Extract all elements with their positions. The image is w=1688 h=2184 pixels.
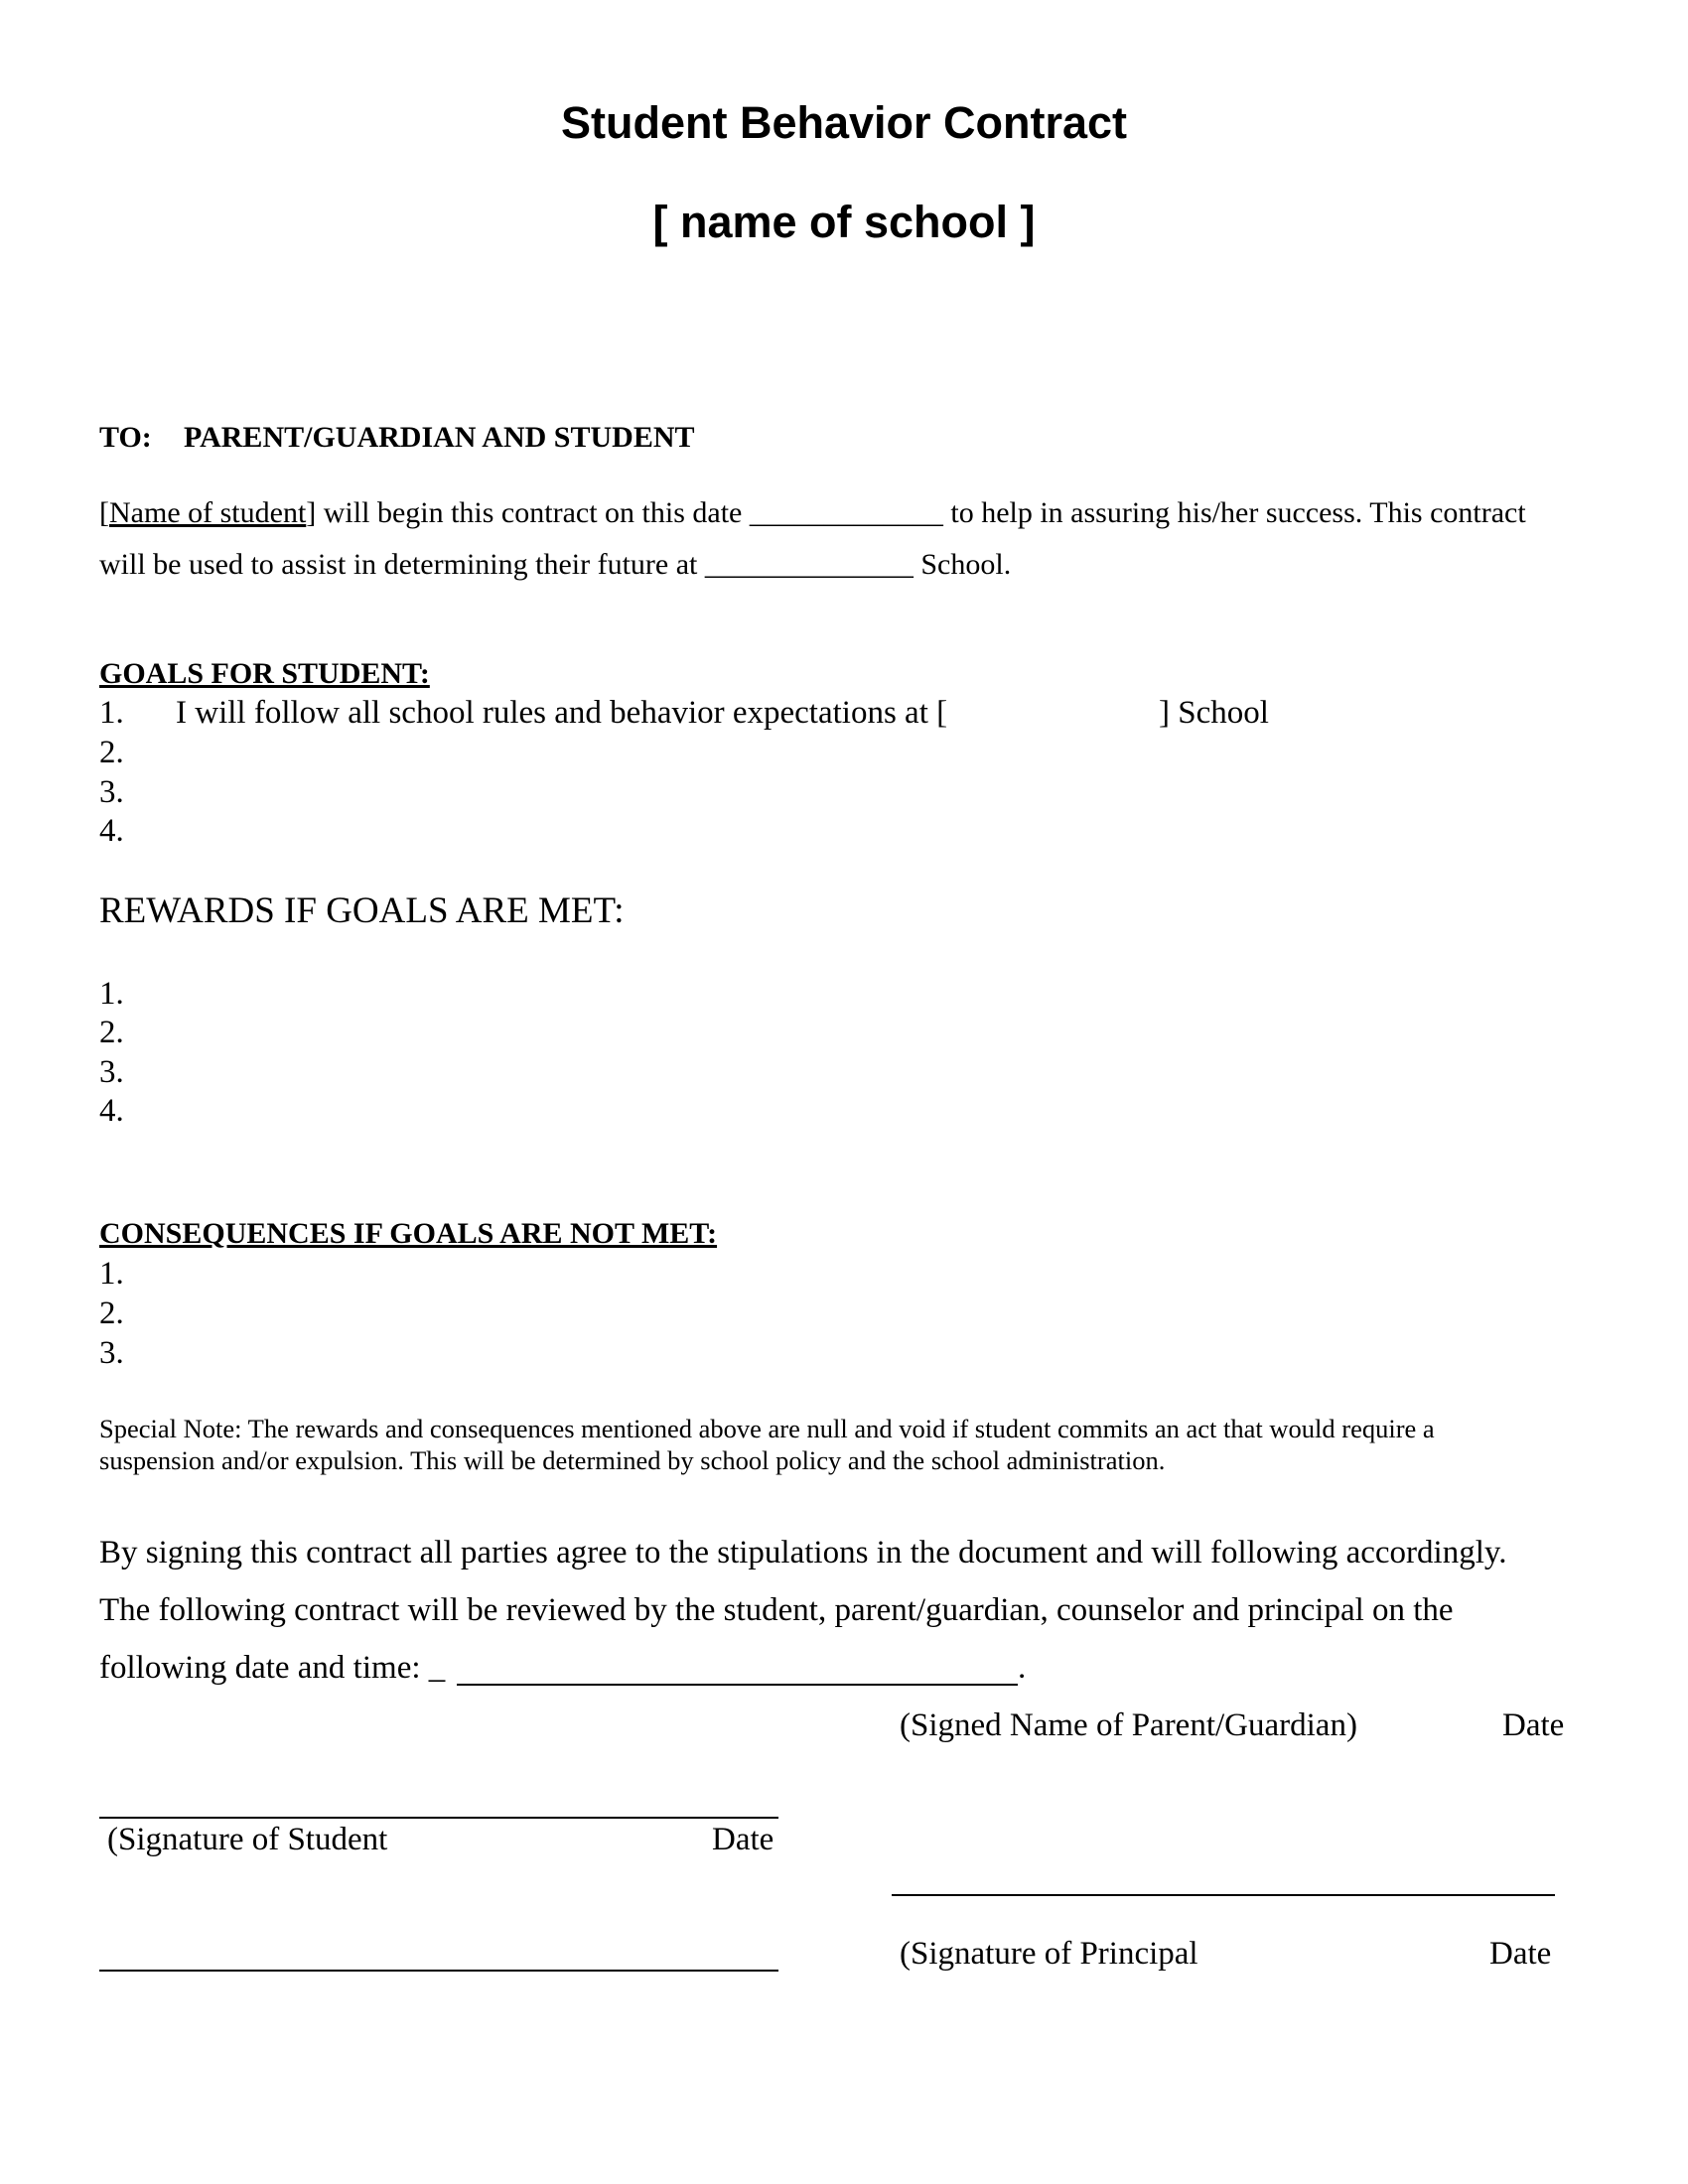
rewards-heading: REWARDS IF GOALS ARE MET: <box>99 890 625 931</box>
student-name-placeholder: Name of student <box>109 496 307 529</box>
document-title: Student Behavior Contract <box>560 97 1128 148</box>
special-note-line-2: suspension and/or expulsion. This will be determined by school policy and the school administration. <box>99 1445 1166 1475</box>
to-recipients: PARENT/GUARDIAN AND STUDENT <box>184 421 695 454</box>
goal-number: 2. <box>99 735 124 770</box>
reward-number: 4. <box>99 1093 124 1129</box>
goal-number: 4. <box>99 813 124 849</box>
special-note-line-1: Special Note: The rewards and consequences mentioned above are null and void if student commits an act that would require a <box>99 1414 1435 1443</box>
to-label: TO: <box>99 421 152 454</box>
counselor-signature-line <box>99 1970 778 1972</box>
review-date-line <box>457 1684 1018 1686</box>
student-date-label: Date <box>712 1822 774 1857</box>
intro-line-2: will be used to assist in determining their future at ______________ School. <box>99 548 1012 581</box>
reward-number: 2. <box>99 1015 124 1050</box>
reward-number: 1. <box>99 976 124 1012</box>
consequence-number: 3. <box>99 1335 124 1371</box>
school-name-placeholder: [ name of school ] <box>652 197 1036 247</box>
principal-date-label: Date <box>1489 1936 1552 1972</box>
intro-bracket-open: [ <box>99 496 109 529</box>
consequence-number: 1. <box>99 1256 124 1292</box>
consequence-number: 2. <box>99 1296 124 1331</box>
student-signature-label: (Signature of Student <box>107 1822 388 1857</box>
agreement-line-1: By signing this contract all parties agree to the stipulations in the document and will following accordingly. <box>99 1535 1507 1570</box>
intro-line-1-text: ] will begin this contract on this date _____________ to help in assuring his/her success. This contract <box>306 496 1526 529</box>
goal-number: 3. <box>99 774 124 810</box>
principal-signature-label: (Signature of Principal <box>900 1936 1198 1972</box>
agreement-line-2: The following contract will be reviewed by the student, parent/guardian, counselor and principal on the <box>99 1592 1454 1628</box>
goals-heading: GOALS FOR STUDENT: <box>99 657 430 690</box>
goal-suffix: ] School <box>1159 695 1269 731</box>
goal-text: I will follow all school rules and behavior expectations at [ <box>176 695 948 731</box>
goal-number: 1. <box>99 695 124 731</box>
parent-date-label: Date <box>1502 1707 1565 1743</box>
consequences-heading: CONSEQUENCES IF GOALS ARE NOT MET: <box>99 1217 718 1250</box>
parent-signature-label: (Signed Name of Parent/Guardian) <box>900 1707 1357 1743</box>
agreement-line-3-period: . <box>1018 1650 1027 1686</box>
reward-number: 3. <box>99 1054 124 1090</box>
intro-line-1 <box>99 496 1526 530</box>
student-signature-line <box>99 1817 778 1819</box>
agreement-line-3: following date and time: _ <box>99 1650 446 1686</box>
principal-signature-line <box>892 1894 1555 1896</box>
